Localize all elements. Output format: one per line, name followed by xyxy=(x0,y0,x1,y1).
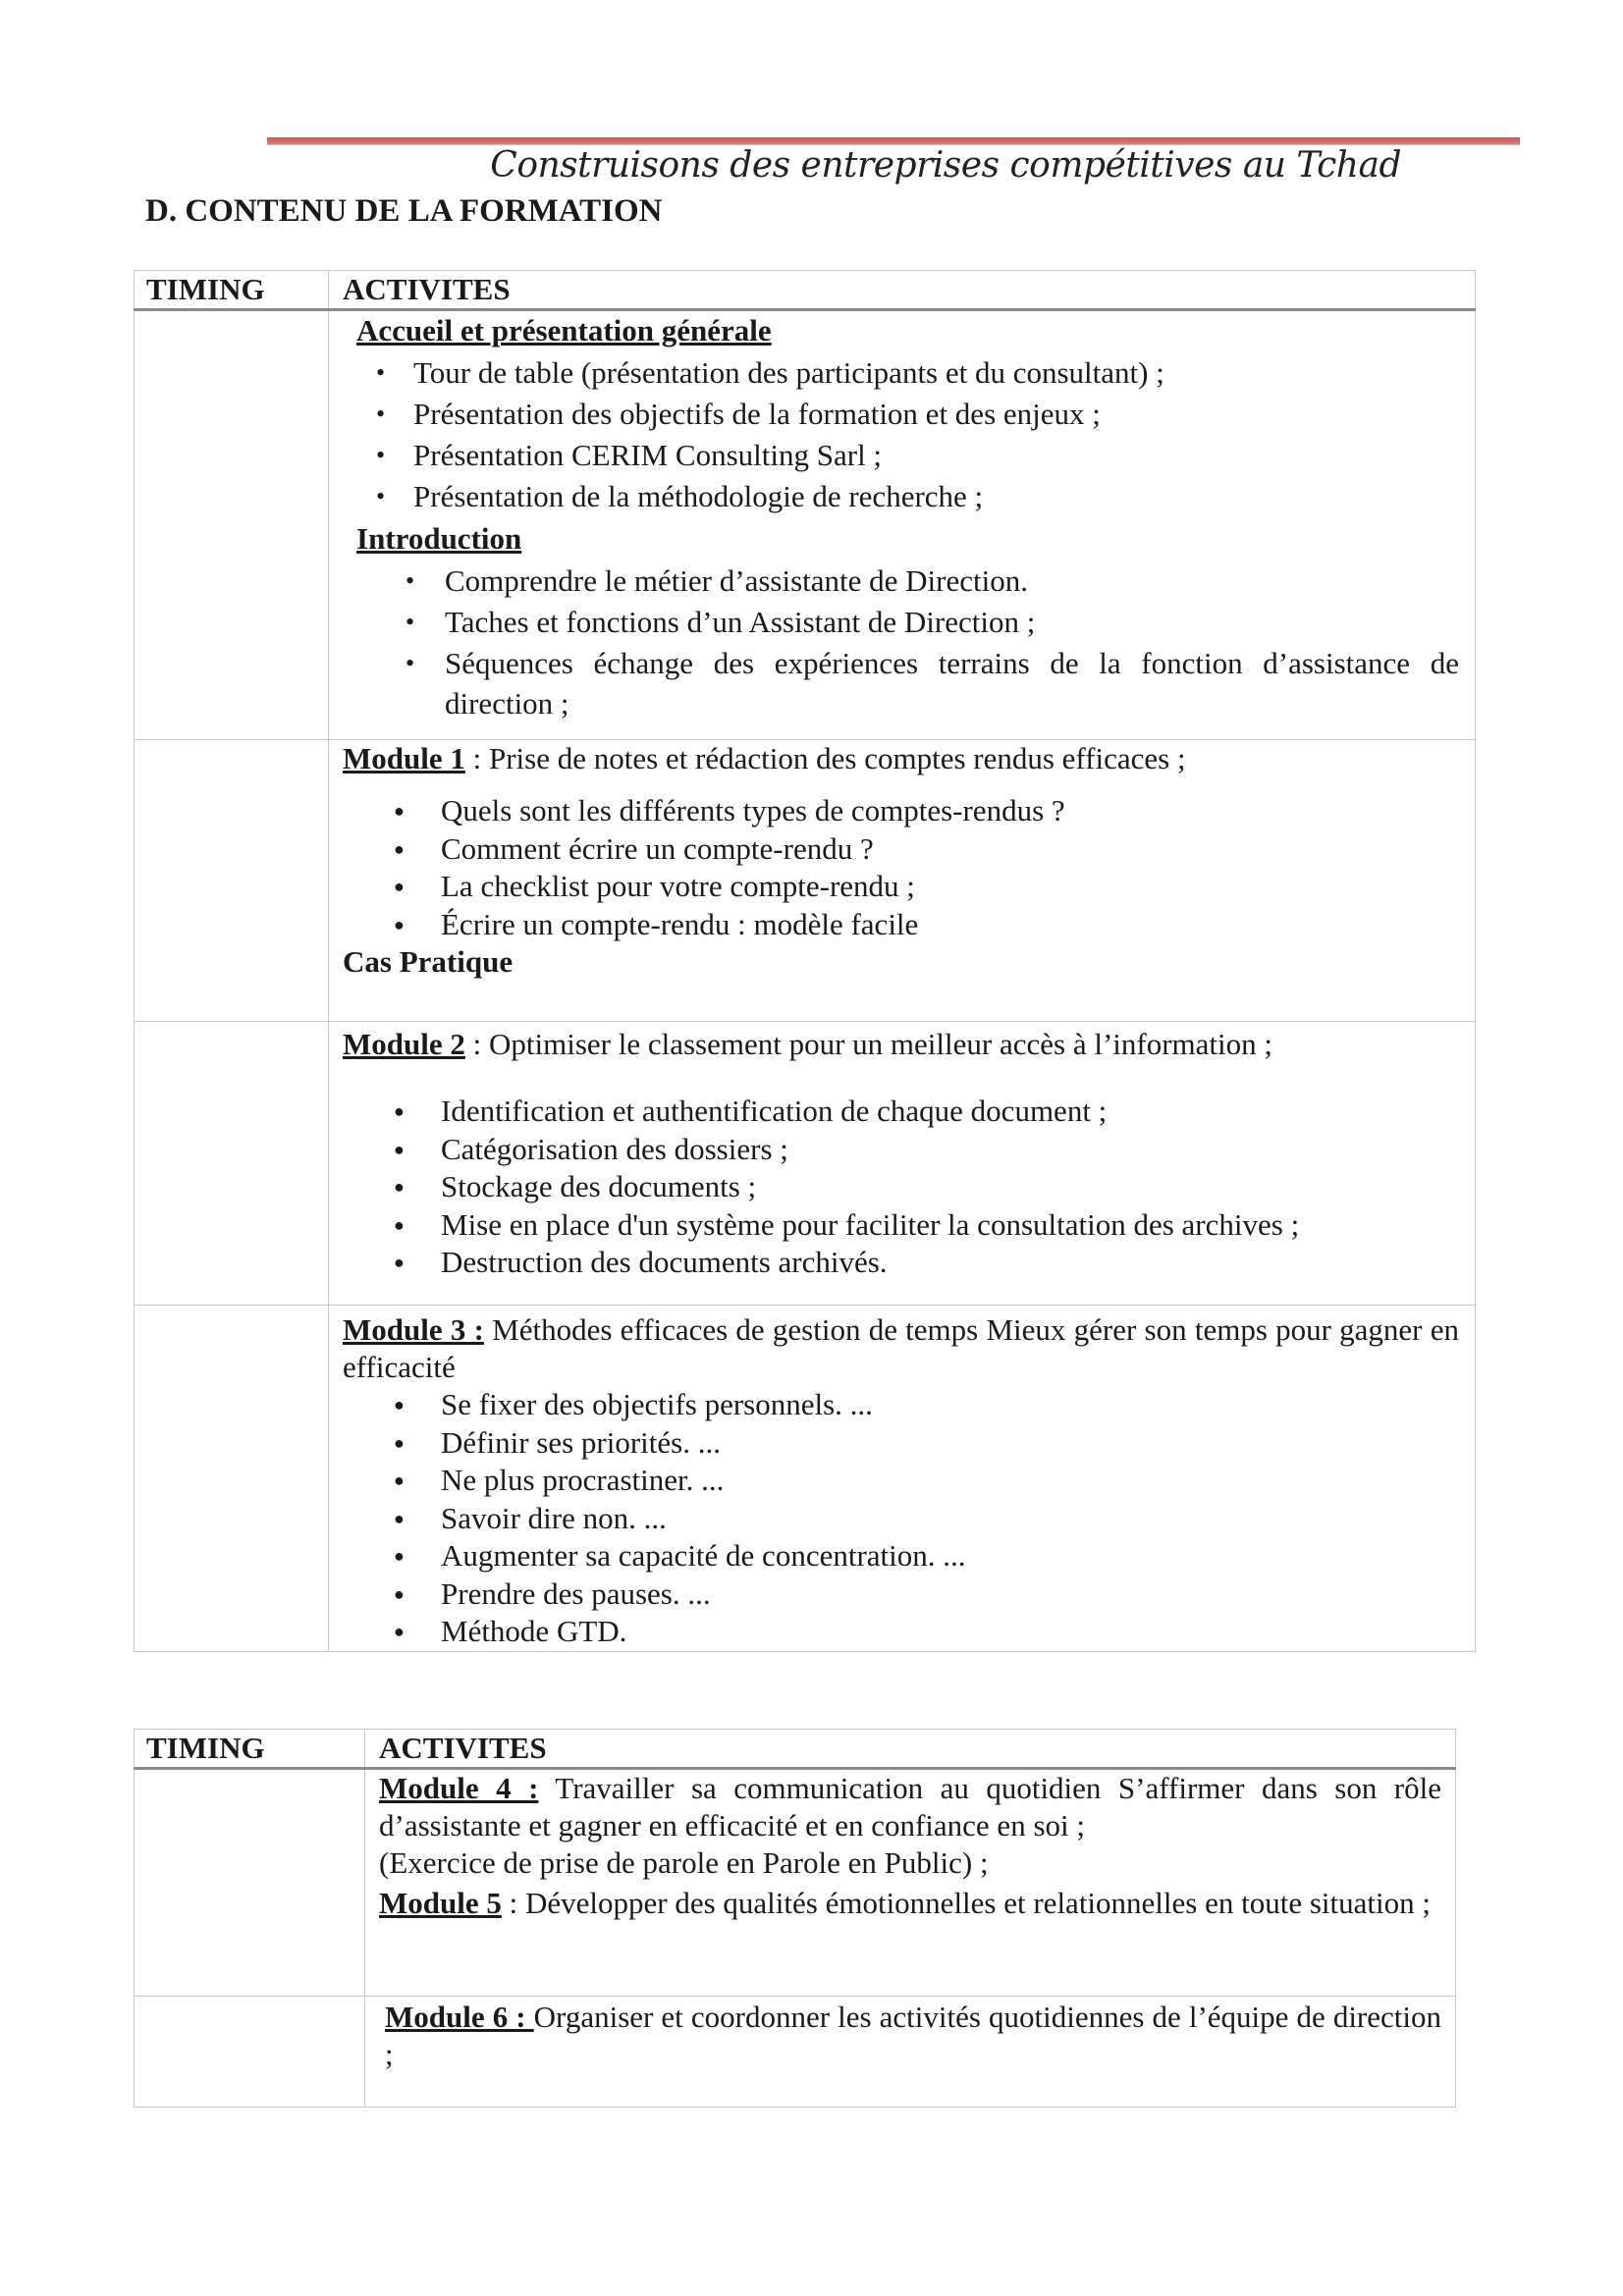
list-item: ● Méthode GTD. xyxy=(394,1614,627,1648)
list-item: • Présentation des objectifs de la formation et des enjeux ; xyxy=(376,397,1101,431)
col-header-activites: ACTIVITES xyxy=(365,1730,1456,1769)
timing-cell xyxy=(135,1022,329,1306)
list-item: • Séquences échange des expériences terrains de la fonction d’assistance de direction ; xyxy=(406,646,1459,721)
timing-cell xyxy=(135,740,329,1022)
header-tagline: Construisons des entreprises compétitives au Tchad xyxy=(490,145,1401,186)
module-3-list xyxy=(343,1386,1459,1651)
list-item: • Comprendre le métier d’assistante de Direction. xyxy=(406,563,1028,598)
introduction-list xyxy=(356,561,1459,723)
list-item: ● Identification et authentification de chaque document ; xyxy=(394,1094,1108,1128)
heading-introduction: Introduction xyxy=(356,521,522,556)
list-item: • Présentation de la méthodologie de recherche ; xyxy=(376,479,984,513)
table-row-module-4-5 xyxy=(135,1769,1456,1997)
table-row-module-1 xyxy=(135,740,1476,1022)
activites-cell xyxy=(365,1769,1456,1997)
list-item: ● Stockage des documents ; xyxy=(394,1169,757,1203)
module-4-note: (Exercice de prise de parole en Parole en Public) ; xyxy=(379,1845,989,1880)
module-3-title: Module 3 : Méthodes efficaces de gestion de temps Mieux gérer son temps pour gagner en efficacité xyxy=(343,1312,1459,1384)
list-item: ● Définir ses priorités. ... xyxy=(394,1424,721,1460)
training-content-table-1 xyxy=(134,270,1476,1652)
list-item: ● Quels sont les différents types de comptes-rendus ? xyxy=(394,793,1065,828)
activites-cell xyxy=(329,1306,1476,1652)
list-item: ● La checklist pour votre compte-rendu ; xyxy=(394,869,915,903)
module-2-title: Module 2 : Optimiser le classement pour un meilleur accès à l’information ; xyxy=(343,1027,1272,1061)
module-2-list xyxy=(343,1093,1459,1282)
table-row-module-2 xyxy=(135,1022,1476,1306)
list-item: ● Catégorisation des dossiers ; xyxy=(394,1131,788,1166)
list-item: ● Augmenter sa capacité de concentration. ... xyxy=(394,1538,966,1573)
activites-cell xyxy=(365,1997,1456,2108)
timing-cell xyxy=(135,1997,365,2108)
module-1-title: Module 1 : Prise de notes et rédaction des comptes rendus efficaces ; xyxy=(343,741,1186,775)
activites-cell xyxy=(329,740,1476,1022)
list-item: • Présentation CERIM Consulting Sarl ; xyxy=(376,438,883,472)
list-item: ● Savoir dire non. ... xyxy=(394,1500,667,1535)
cas-pratique: Cas Pratique xyxy=(343,944,514,979)
module-5-title: Module 5 : Développer des qualités émotionnelles et relationnelles en toute situation ; xyxy=(379,1886,1431,1920)
list-item: ● Mise en place d'un système pour faciliter la consultation des archives ; xyxy=(394,1206,1300,1242)
header-rule xyxy=(267,137,1520,145)
module-4-title: Module 4 : Travailler sa communication au quotidien S’affirmer dans son rôle d’assistante et gagner en efficacité et en confiance en soi ; xyxy=(379,1771,1442,1842)
activites-cell xyxy=(329,1022,1476,1306)
accueil-list xyxy=(356,352,1459,517)
list-item: ● Destruction des documents archivés. xyxy=(394,1245,888,1279)
list-item: ● Se fixer des objectifs personnels. ... xyxy=(394,1387,873,1421)
heading-accueil: Accueil et présentation générale xyxy=(356,313,772,347)
table-row-accueil xyxy=(135,310,1476,740)
table-row-module-6 xyxy=(135,1997,1456,2108)
module-6-title: Module 6 : Organiser et coordonner les activités quotidiennes de l’équipe de direction ; xyxy=(385,2000,1441,2071)
list-item: ● Prendre des pauses. ... xyxy=(394,1575,711,1611)
col-header-timing: TIMING xyxy=(135,1730,365,1769)
table-row-module-3 xyxy=(135,1306,1476,1652)
timing-cell xyxy=(135,1769,365,1997)
activites-cell xyxy=(329,310,1476,740)
list-item: • Taches et fonctions d’un Assistant de Direction ; xyxy=(406,605,1036,639)
section-title: D. CONTENU DE LA FORMATION xyxy=(145,193,663,229)
col-header-activites: ACTIVITES xyxy=(329,271,1476,310)
module-1-list xyxy=(343,792,1459,943)
list-item: • Tour de table (présentation des participants et du consultant) ; xyxy=(376,355,1164,390)
list-item: ● Écrire un compte-rendu : modèle facile xyxy=(394,906,919,941)
timing-cell xyxy=(135,310,329,740)
training-content-table-2 xyxy=(134,1729,1456,2108)
col-header-timing: TIMING xyxy=(135,271,329,310)
timing-cell xyxy=(135,1306,329,1652)
list-item: ● Comment écrire un compte-rendu ? xyxy=(394,830,874,866)
list-item: ● Ne plus procrastiner. ... xyxy=(394,1463,725,1497)
